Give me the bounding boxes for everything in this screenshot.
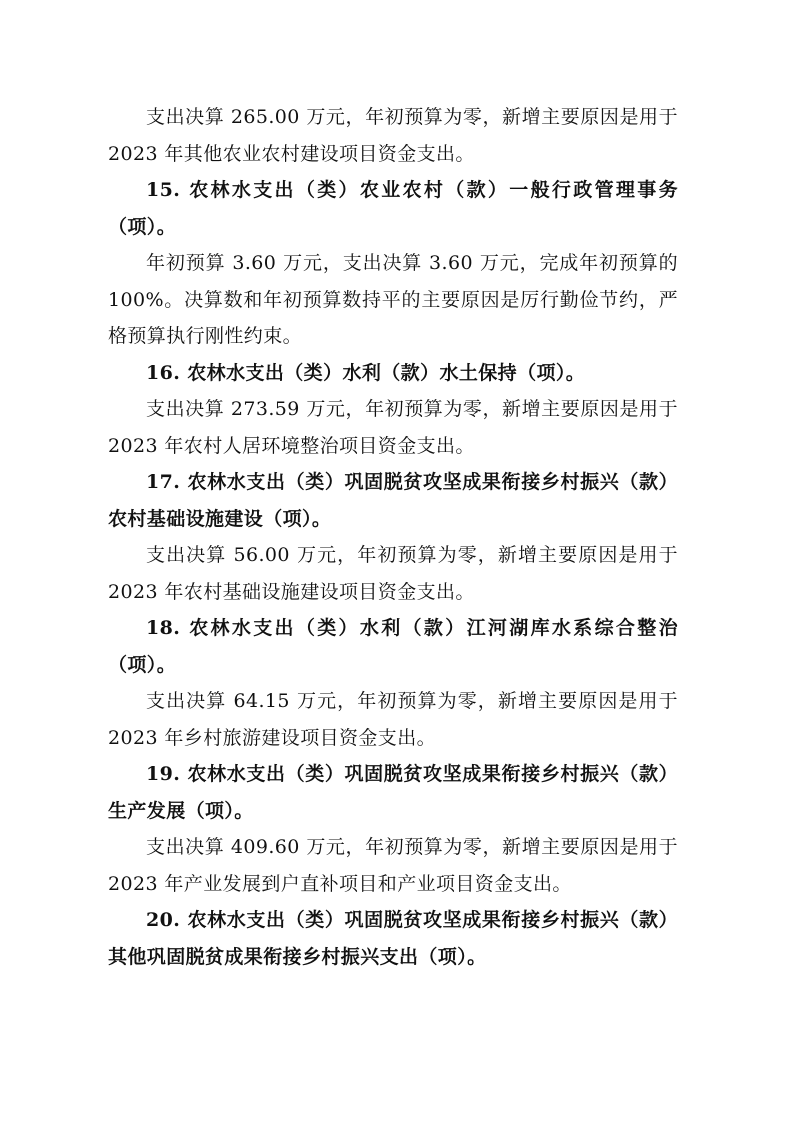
paragraph-expense-64-15: 支出决算 64.15 万元，年初预算为零，新增主要原因是用于 2023 年乡村旅游建设项目资金支出。	[108, 690, 678, 749]
heading-item-20: 20. 农林水支出（类）巩固脱贫攻坚成果衔接乡村振兴（款）其他巩固脱贫成果衔接乡村振兴支出（项）。	[108, 909, 678, 968]
paragraph-expense-265: 支出决算 265.00 万元，年初预算为零，新增主要原因是用于 2023 年其他农业农村建设项目资金支出。	[108, 106, 678, 165]
heading-item-19: 19. 农林水支出（类）巩固脱贫攻坚成果衔接乡村振兴（款）生产发展（项）。	[108, 763, 678, 822]
paragraph-expense-56: 支出决算 56.00 万元，年初预算为零，新增主要原因是用于 2023 年农村基础设施建设项目资金支出。	[108, 544, 678, 603]
heading-item-17: 17. 农林水支出（类）巩固脱贫攻坚成果衔接乡村振兴（款）农村基础设施建设（项）。	[108, 471, 678, 530]
heading-item-15: 15. 农林水支出（类）农业农村（款）一般行政管理事务（项）。	[108, 179, 678, 238]
document-body	[108, 99, 678, 975]
paragraph-expense-409-60: 支出决算 409.60 万元，年初预算为零，新增主要原因是用于 2023 年产业发展到户直补项目和产业项目资金支出。	[108, 836, 678, 895]
heading-item-18: 18. 农林水支出（类）水利（款）江河湖库水系综合整治（项）。	[108, 617, 678, 676]
paragraph-expense-3-60: 年初预算 3.60 万元，支出决算 3.60 万元，完成年初预算的 100%。决算数和年初预算数持平的主要原因是厉行勤俭节约，严格预算执行刚性约束。	[108, 252, 678, 347]
heading-item-16: 16. 农林水支出（类）水利（款）水土保持（项）。	[146, 361, 586, 384]
paragraph-expense-273-59: 支出决算 273.59 万元，年初预算为零，新增主要原因是用于 2023 年农村人居环境整治项目资金支出。	[108, 398, 678, 457]
